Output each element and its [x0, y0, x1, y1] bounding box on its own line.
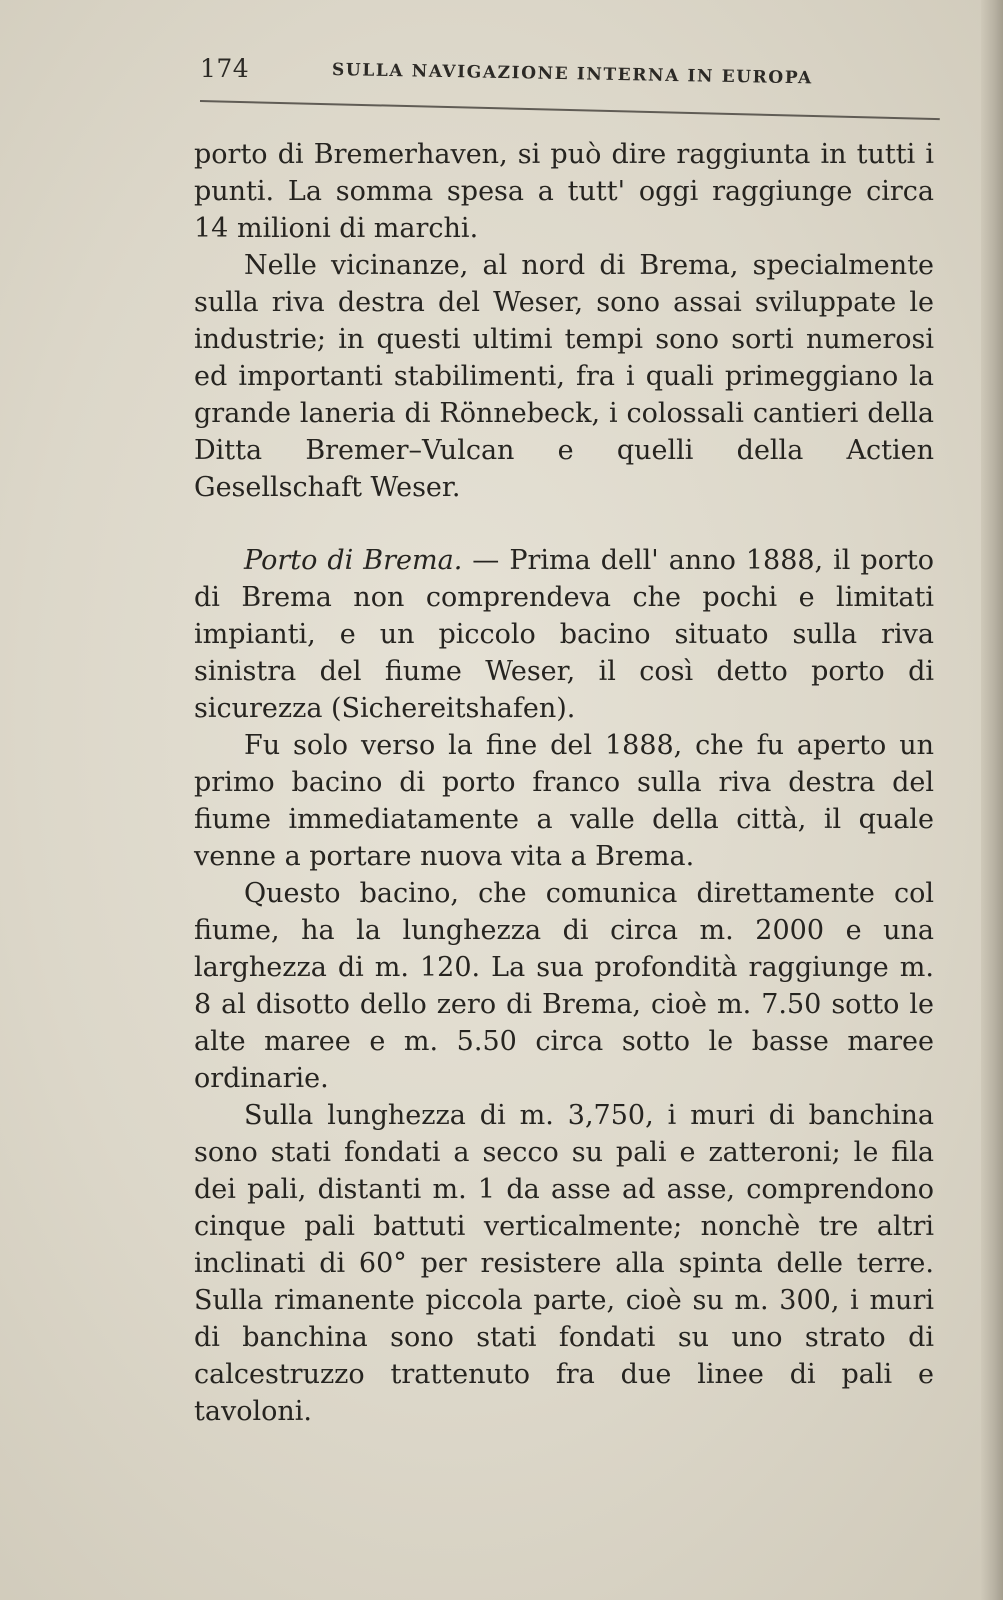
header-rule	[200, 100, 940, 120]
page-edge	[981, 0, 1003, 1600]
body-text	[194, 136, 934, 1430]
paragraph: porto di Bremerhaven, si può dire raggiunta in tutti i punti. La somma spesa a tutt' oggi raggiunge circa 14 milioni di marchi.	[194, 139, 934, 244]
section-title: Porto di Brema.	[244, 545, 463, 576]
paragraph: Sulla lunghezza di m. 3,750, i muri di banchina sono stati fondati a secco su pali e zatteroni; le fila dei pali, distanti m. 1 da asse ad asse, comprendono cinque pali battuti verticalmente; nonchè tre altri inclinati di 60° per resistere alla spinta delle terre. Sulla rimanente piccola parte, cioè su m. 300, i muri di banchina sono stati fondati su uno strato di calcestruzzo trattenuto fra due linee di pali e tavoloni.	[194, 1100, 934, 1427]
paragraph: Fu solo verso la fine del 1888, che fu aperto un primo bacino di porto franco sulla riva destra del fiume immediatamente a valle della città, il quale venne a portare nuova vita a Brema.	[194, 730, 934, 872]
paragraph-section-start	[194, 542, 934, 727]
page-number: 174	[200, 54, 250, 83]
paragraph-text: — Prima dell' anno 1888, il porto di Brema non comprendeva che pochi e limitati impianti, e un piccolo bacino situato sulla riva sinistra del fiume Weser, il così detto porto di sicurezza (Sichereitshafen).	[194, 545, 934, 724]
running-title: SULLA NAVIGAZIONE INTERNA IN EUROPA	[331, 60, 813, 89]
page-header	[200, 50, 830, 90]
paragraph: Nelle vicinanze, al nord di Brema, specialmente sulla riva destra del Weser, sono assai sviluppate le industrie; in questi ultimi tempi sono sorti numerosi ed importanti stabilimenti, fra i quali primeggiano la grande laneria di Rönnebeck, i colossali cantieri della Ditta Bremer–Vulcan e quelli della Actien Gesellschaft Weser.	[194, 250, 934, 503]
paragraph: Questo bacino, che comunica direttamente col fiume, ha la lunghezza di circa m. 2000 e una larghezza di m. 120. La sua profondità raggiunge m. 8 al disotto dello zero di Brema, cioè m. 7.50 sotto le alte maree e m. 5.50 circa sotto le basse maree ordinarie.	[194, 878, 934, 1094]
